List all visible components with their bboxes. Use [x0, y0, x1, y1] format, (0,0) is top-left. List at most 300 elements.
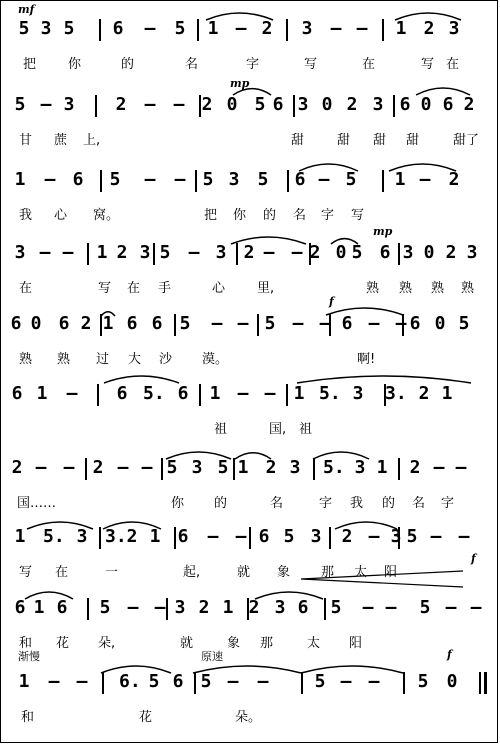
note: 5 [109, 169, 121, 190]
note: 1 [222, 597, 234, 618]
lyric-syllable: 名 [293, 208, 307, 223]
barline [99, 527, 101, 549]
lyric-syllable: 那 [260, 636, 274, 651]
note: – [227, 671, 239, 692]
note: – [263, 242, 275, 263]
note: – [35, 457, 47, 478]
lyric-syllable: 过 [96, 352, 110, 367]
notes-row [1, 242, 499, 268]
lyric-syllable: 甜 [406, 133, 420, 148]
note: 5 [351, 242, 363, 263]
note: 6 [58, 313, 70, 334]
note: 2 [201, 94, 213, 115]
barline [161, 458, 163, 480]
note: 6 [11, 383, 23, 404]
note: 5 [283, 526, 295, 547]
slur [297, 376, 471, 383]
lyric-syllable: 名 [270, 496, 284, 511]
lyric-syllable: 熟 [399, 281, 413, 296]
barline [398, 458, 400, 480]
note: 5 [314, 671, 326, 692]
note: 5 [148, 671, 160, 692]
note: 5 [99, 597, 111, 618]
note: – [63, 457, 75, 478]
lyric-syllable: 熟 [366, 281, 380, 296]
system-9 [1, 597, 499, 659]
lyric-syllable: 心 [54, 208, 68, 223]
note: 3 [301, 18, 313, 39]
note: 0 [321, 94, 333, 115]
barline [329, 527, 331, 549]
lyric-syllable: 就 [237, 565, 251, 580]
system-2 [1, 77, 499, 156]
note: 6 [126, 313, 138, 334]
lyric-syllable: 把 [204, 208, 218, 223]
lyric-syllable: 写 [98, 281, 112, 296]
barline [99, 19, 101, 41]
barline [174, 527, 176, 549]
note: – [368, 671, 380, 692]
lyric-syllable: 熟 [57, 352, 71, 367]
lyrics-row [1, 205, 499, 231]
note: 2 [11, 457, 23, 478]
lyrics-row [1, 493, 499, 519]
barline [249, 527, 251, 549]
note: 5 [257, 169, 269, 190]
note: 6 [112, 18, 124, 39]
note: – [445, 597, 457, 618]
lyric-syllable: 在 [446, 57, 460, 72]
note: – [237, 313, 249, 334]
note: 6 [56, 597, 68, 618]
note: 0 [226, 94, 238, 115]
lyric-syllable: 在 [362, 57, 376, 72]
note: 1 [33, 597, 45, 618]
note: – [44, 169, 56, 190]
note: – [62, 242, 74, 263]
lyric-syllable: 太 [307, 636, 321, 651]
note: 3 [139, 242, 151, 263]
lyric-syllable: 心 [212, 281, 226, 296]
note: 1 [14, 526, 26, 547]
note: 6 [297, 597, 309, 618]
lyric-syllable: 阳 [349, 636, 363, 651]
note: 1 [209, 383, 221, 404]
note: 1 [149, 526, 161, 547]
dynamic-marking: mp [230, 77, 250, 90]
barline [398, 243, 400, 265]
barline [233, 458, 235, 480]
note: 2 [92, 457, 104, 478]
lyric-syllable: 朵。 [235, 710, 262, 725]
note: – [264, 383, 276, 404]
note: 5 [406, 526, 418, 547]
barline [194, 672, 196, 694]
note: 5 [254, 94, 266, 115]
system-7 [1, 457, 499, 519]
note: – [395, 313, 407, 334]
lyric-syllable: 大 [128, 352, 142, 367]
notes-row [1, 18, 499, 44]
note: 5 [179, 313, 191, 334]
barline [382, 170, 384, 192]
system-8 [1, 526, 499, 588]
notes-row [1, 457, 499, 483]
barline [393, 95, 395, 117]
lyric-syllable: 和 [19, 636, 33, 651]
dynamic-marking: f [447, 648, 452, 661]
system-5 [1, 295, 499, 375]
barline [100, 314, 102, 336]
note: 6 [409, 313, 421, 334]
note: 6 [172, 671, 184, 692]
note: 6 [294, 169, 306, 190]
lyric-syllable: 象 [277, 565, 291, 580]
note: 3 [354, 457, 366, 478]
note: 5 [166, 457, 178, 478]
barline [287, 170, 289, 192]
lyric-syllable: 上, [83, 133, 101, 148]
note: 3 [402, 242, 414, 263]
note: 2 [116, 242, 128, 263]
lyric-syllable: 甜了 [453, 133, 480, 148]
note: – [173, 94, 185, 115]
note: 2 [418, 383, 430, 404]
barline [329, 314, 331, 336]
note: 5 [417, 671, 429, 692]
lyric-syllable: 里, [257, 281, 275, 296]
system-6 [1, 383, 499, 445]
note: 5 [14, 94, 26, 115]
dynamic-marking: mp [373, 225, 393, 238]
note: – [207, 526, 219, 547]
lyric-syllable: 窝。 [93, 208, 120, 223]
lyric-syllable: 在 [19, 281, 33, 296]
note: 0 [335, 242, 347, 263]
note: 2 [80, 313, 92, 334]
note: 2 [265, 457, 277, 478]
lyric-syllable: 字 [441, 496, 455, 511]
note: 6 [10, 313, 22, 334]
lyrics-row [1, 130, 499, 156]
note: – [458, 526, 470, 547]
note: 6 [442, 94, 454, 115]
lyric-syllable: 象 [227, 636, 241, 651]
barline [199, 95, 201, 117]
lyric-syllable: 蔗 [54, 133, 68, 148]
note: 1 [96, 242, 108, 263]
lyric-syllable: 的 [382, 496, 396, 511]
note: 5 [345, 169, 357, 190]
lyric-syllable: 祖 [299, 422, 313, 437]
notes-row [1, 671, 499, 697]
lyric-syllable: 写 [19, 565, 33, 580]
barline [197, 19, 199, 41]
lyric-syllable: 手 [158, 281, 172, 296]
barline [195, 170, 197, 192]
barline [97, 384, 99, 406]
note: – [144, 18, 156, 39]
lyric-syllable: 字 [246, 57, 260, 72]
barline [174, 314, 176, 336]
dynamic-marking: f [471, 552, 476, 565]
barline [87, 243, 89, 265]
lyric-syllable: 你 [233, 208, 247, 223]
dynamic-marking: mf [18, 3, 35, 16]
note: 3 [448, 18, 460, 39]
lyric-syllable: 熟 [431, 281, 445, 296]
note: 5. [323, 457, 345, 478]
note: 5 [174, 18, 186, 39]
lyric-syllable: 我 [19, 208, 33, 223]
note: 5. [319, 383, 341, 404]
barline [309, 243, 311, 265]
note: – [144, 94, 156, 115]
lyrics-row [1, 562, 499, 588]
tempo-marking: 渐慢 [18, 650, 40, 663]
barline [257, 314, 259, 336]
lyric-syllable: 的 [214, 496, 228, 511]
note: 3. [105, 526, 127, 547]
note: – [292, 313, 304, 334]
notes-row [1, 597, 499, 623]
lyric-syllable: 甜 [337, 133, 351, 148]
note: 1 [207, 18, 219, 39]
lyric-syllable: 在 [127, 281, 141, 296]
barline [398, 527, 400, 549]
note: – [368, 526, 380, 547]
note: 3 [310, 526, 322, 547]
note: 2 [423, 18, 435, 39]
note: 0 [446, 671, 458, 692]
lyric-syllable: 花 [139, 710, 153, 725]
note: – [154, 597, 166, 618]
note: 2 [346, 94, 358, 115]
dynamic-marking: f [329, 295, 334, 308]
barline [286, 19, 288, 41]
note: 6 [72, 169, 84, 190]
barline [236, 243, 238, 265]
barline [384, 384, 386, 406]
lyric-syllable: 那 [321, 565, 335, 580]
tempo-marking: 原速 [201, 650, 223, 663]
note: 1 [376, 457, 388, 478]
note: 3 [289, 457, 301, 478]
note: – [235, 18, 247, 39]
note: – [117, 457, 129, 478]
slur [104, 376, 179, 383]
note: – [455, 457, 467, 478]
note: 6 [151, 313, 163, 334]
note: 5 [159, 242, 171, 263]
note: 3 [390, 526, 402, 547]
lyric-syllable: 写 [351, 208, 365, 223]
note: 0 [30, 313, 42, 334]
notes-row [1, 94, 499, 120]
note: 1 [14, 169, 26, 190]
lyric-syllable: 花 [56, 636, 70, 651]
lyrics-row [1, 349, 499, 375]
lyric-syllable: 国, [269, 422, 287, 437]
note: 3 [352, 383, 364, 404]
note: – [141, 457, 153, 478]
lyric-syllable: 的 [121, 57, 135, 72]
note: 2 [445, 242, 457, 263]
note: 3 [191, 457, 203, 478]
lyric-syllable: 把 [23, 57, 37, 72]
note: 2 [198, 597, 210, 618]
barline [100, 170, 102, 192]
system-1 [1, 3, 499, 80]
note: 1 [18, 671, 30, 692]
note: 3 [228, 169, 240, 190]
barline [293, 95, 295, 117]
lyric-syllable: 甜 [373, 133, 387, 148]
note: 1 [102, 313, 114, 334]
note: 1 [36, 383, 48, 404]
note: 1 [237, 457, 249, 478]
note: 2 [463, 94, 475, 115]
note: 2 [309, 242, 321, 263]
barline [247, 598, 249, 620]
lyric-syllable: 写 [421, 57, 435, 72]
note: – [144, 169, 156, 190]
note: 3 [63, 94, 75, 115]
lyrics-row [1, 419, 499, 445]
note: 3 [274, 597, 286, 618]
note: 1 [394, 169, 406, 190]
lyric-syllable: 名 [185, 57, 199, 72]
barline [102, 672, 104, 694]
lyrics-row [1, 707, 499, 733]
note: – [362, 597, 374, 618]
note: 2 [248, 597, 260, 618]
note: 2 [261, 18, 273, 39]
lyric-syllable: 和 [21, 710, 35, 725]
barline [403, 672, 405, 694]
note: 5 [458, 313, 470, 334]
system-4 [1, 225, 499, 304]
lyric-syllable: 朵, [98, 636, 116, 651]
note: – [257, 671, 269, 692]
note: – [356, 18, 368, 39]
note: 3. [385, 383, 407, 404]
note: – [48, 671, 60, 692]
lyric-syllable: 写 [304, 57, 318, 72]
lyric-syllable: 啊! [357, 352, 376, 367]
note: 6 [379, 242, 391, 263]
note: – [419, 169, 431, 190]
note: – [237, 383, 249, 404]
note: – [127, 597, 139, 618]
note: 2 [448, 169, 460, 190]
barline [166, 598, 168, 620]
note: – [40, 94, 52, 115]
note: 0 [434, 313, 446, 334]
lyrics-row [1, 633, 499, 659]
note: 6 [14, 597, 26, 618]
note: 0 [423, 242, 435, 263]
note: 6 [177, 526, 189, 547]
note: 2 [126, 526, 138, 547]
note: 0 [420, 94, 432, 115]
note: 3 [372, 94, 384, 115]
lyric-syllable: 漠。 [202, 352, 229, 367]
lyric-syllable: 你 [171, 496, 185, 511]
note: 6 [341, 313, 353, 334]
note: – [188, 242, 200, 263]
lyric-syllable: 的 [263, 208, 277, 223]
note: – [319, 313, 331, 334]
system-3 [1, 169, 499, 231]
lyric-syllable: 甘 [19, 133, 33, 148]
note: – [235, 526, 247, 547]
barline [85, 458, 87, 480]
lyric-syllable: 祖 [214, 422, 228, 437]
lyric-syllable: 就 [180, 636, 194, 651]
barline [313, 458, 315, 480]
system-10 [1, 648, 499, 733]
barline [479, 672, 487, 694]
note: 5 [419, 597, 431, 618]
note: – [330, 18, 342, 39]
note: 3 [215, 242, 227, 263]
lyric-syllable: 甜 [291, 133, 305, 148]
lyric-syllable: 你 [68, 57, 82, 72]
barline [153, 243, 155, 265]
note: – [368, 313, 380, 334]
note: – [318, 169, 330, 190]
barline [87, 598, 89, 620]
note: 5 [330, 597, 342, 618]
note: – [385, 597, 397, 618]
note: 2 [341, 526, 353, 547]
notes-row [1, 313, 499, 339]
lyric-syllable: 在 [55, 565, 69, 580]
lyrics-row [1, 54, 499, 80]
note: 5 [200, 671, 212, 692]
note: – [174, 169, 186, 190]
barline [286, 384, 288, 406]
note: – [211, 313, 223, 334]
lyric-syllable: 太 [354, 565, 368, 580]
note: – [433, 457, 445, 478]
lyric-syllable: 名 [412, 496, 426, 511]
note: 5 [18, 18, 30, 39]
notes-row [1, 383, 499, 409]
barline [95, 95, 97, 117]
note: 5 [63, 18, 75, 39]
lyric-syllable: 熟 [461, 281, 475, 296]
lyric-syllable: 阳 [384, 565, 398, 580]
note: – [291, 242, 303, 263]
note: 3 [466, 242, 478, 263]
note: 6. [119, 671, 141, 692]
note: – [470, 597, 482, 618]
note: – [39, 242, 51, 263]
note: – [76, 671, 88, 692]
lyric-syllable: 字 [321, 208, 335, 223]
note: 5 [202, 169, 214, 190]
note: 2 [243, 242, 255, 263]
lyric-syllable: 熟 [19, 352, 33, 367]
lyrics-row [1, 278, 499, 304]
note: – [66, 383, 78, 404]
note: 1 [293, 383, 305, 404]
note: 5. [143, 383, 165, 404]
note: – [340, 671, 352, 692]
note: 2 [115, 94, 127, 115]
